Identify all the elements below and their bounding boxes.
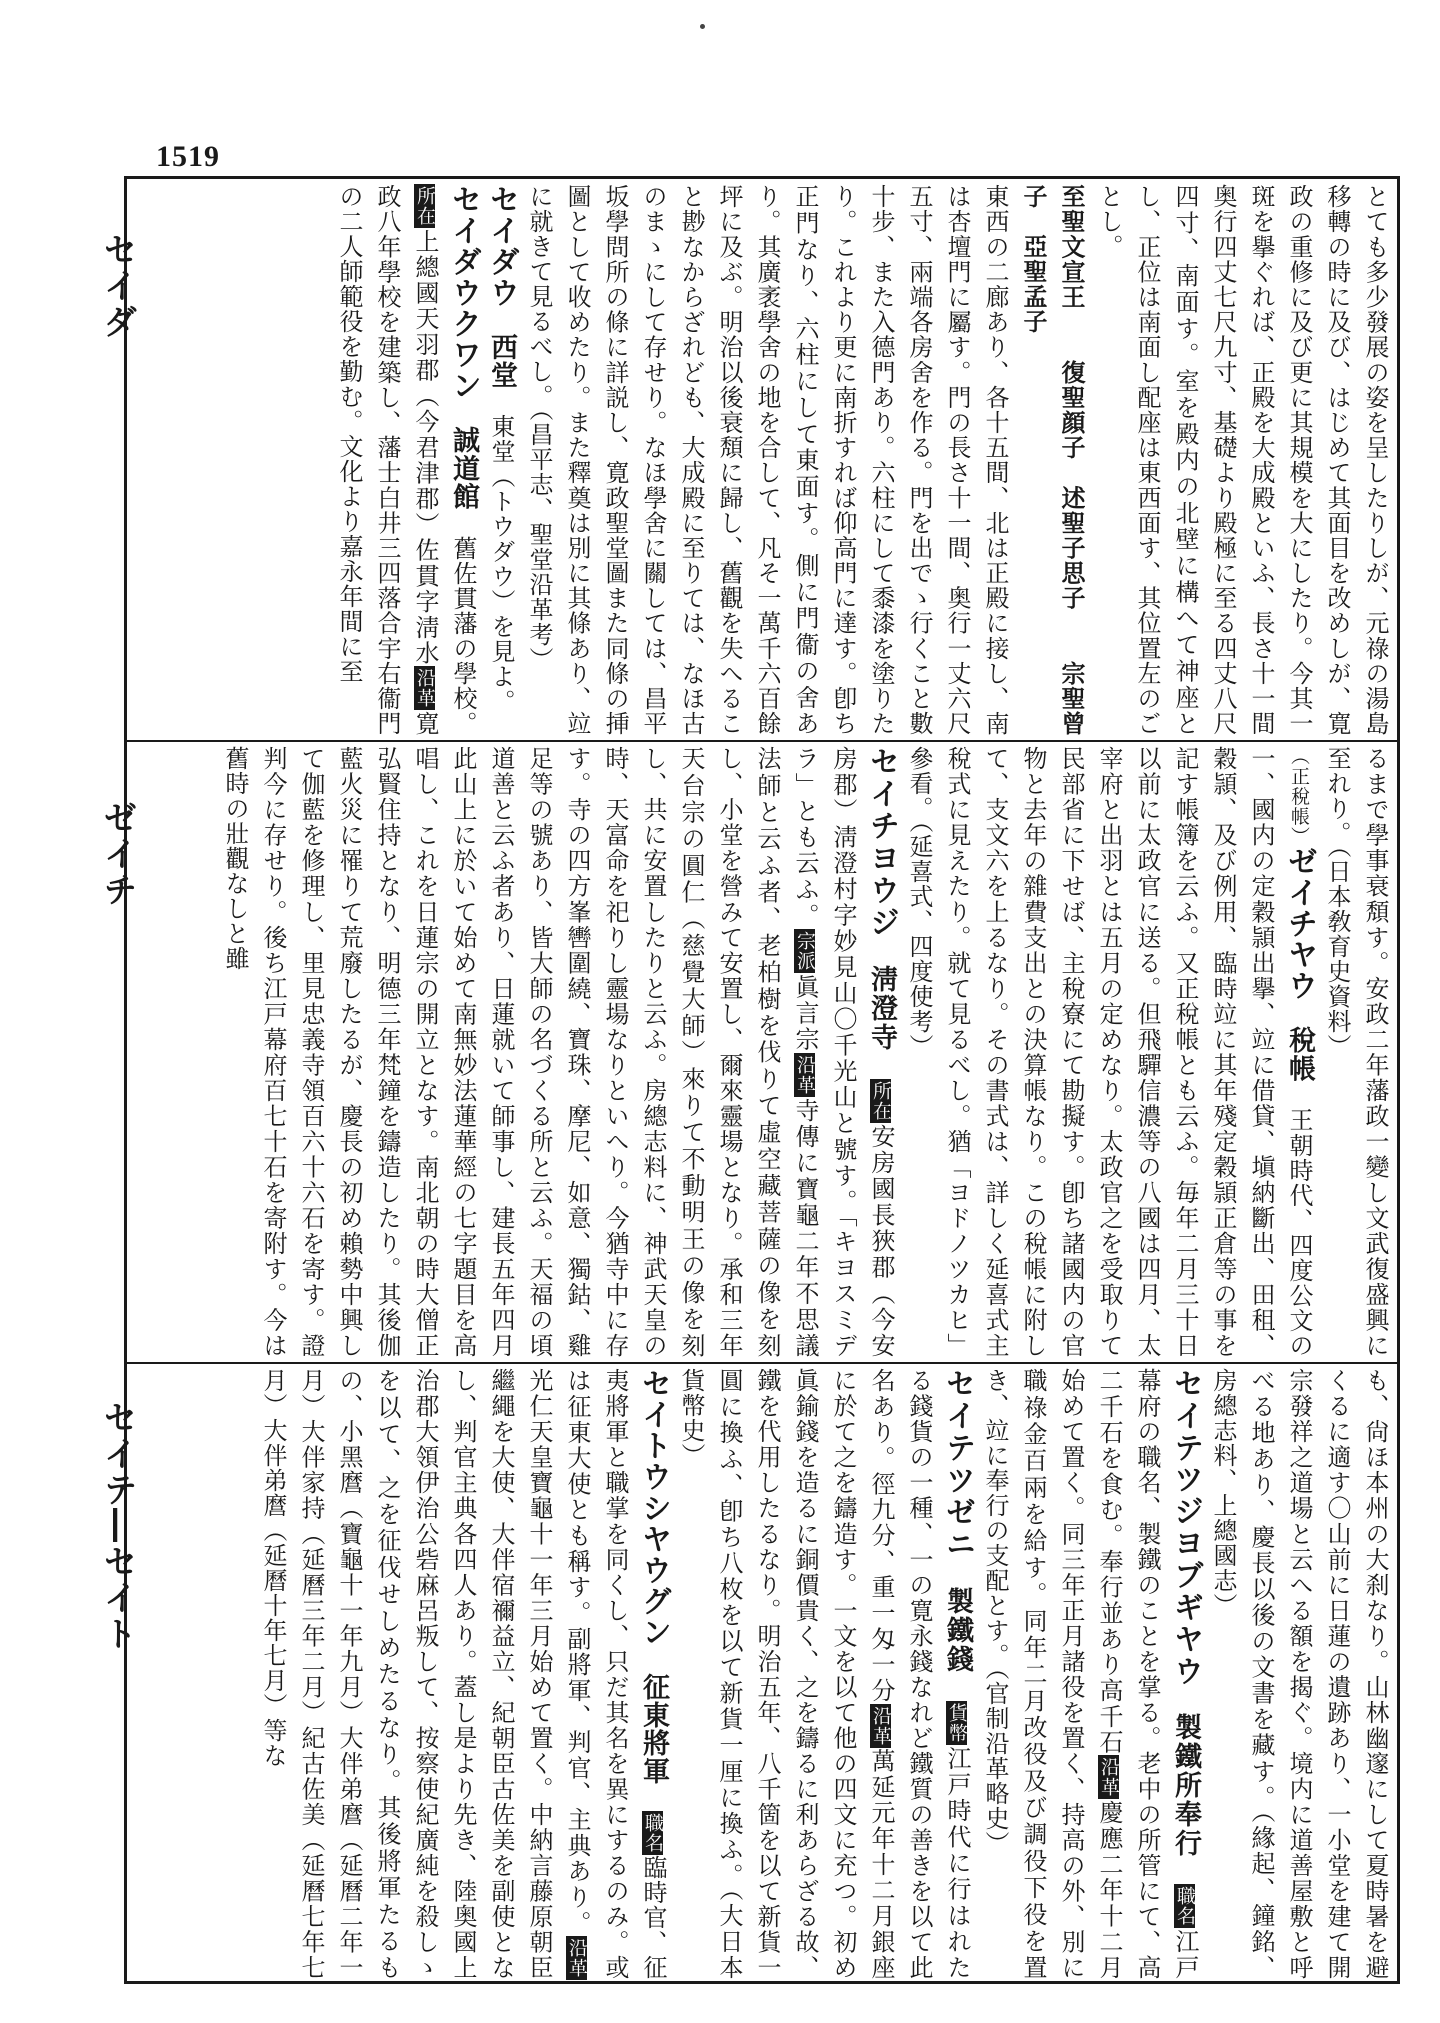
entry-seidou (482, 184, 520, 736)
headword-kanji: 製鐵所奉行 (1170, 1713, 1201, 1859)
label-tag: 沿革 (794, 1054, 816, 1095)
entry-body: 安房國長狹郡（今安房郡）淸澄村字妙見山〇千光山と號す。「キヨスミデラ」とも云ふ。 (791, 746, 895, 1358)
headword-kanji: 征東將軍 (638, 1673, 669, 1786)
seichouji-continuation: も、尙ほ本州の大刹なり。山林幽邃にして夏時暑を避くるに適す〇山前に日蓮の遺跡あり、一小堂を建て開宗發祥之道場と云へる額を揭ぐ。境内に道善屋敷と呼べる地あり、慶長以後の文書を藏す。（緣起、鐘銘、房總志料、上總國志） (1209, 1368, 1389, 1980)
entry-body: 光仁天皇寶龜十一年三月始めて置く。中納言藤原朝臣繼繩を大使、大伴宿禰益立、紀朝臣古佐美を副使となし、判官主典各四人あり。蓋し是より先き、陸奥國上治郡大領伊治公砦麻呂叛して、按察使紀廣純を殺しゝを以て、之を征伐せしめたるなり。其後將軍たるもの、小黑麿（寶龜十一年九月）大伴弟麿（延曆二年一月）大伴家持（延曆三年二月）紀古佐美（延曆七年七月）大伴弟麿（延曆十年七月）等な (259, 1368, 553, 1980)
headword-kanji: 稅帳 (1284, 1026, 1315, 1083)
seido-enshrinement-list: 至聖文宣王 復聖顔子 述聖子思子 宗聖曾子 亞聖孟子 (1019, 184, 1086, 736)
label-tag: 職名 (1174, 1886, 1196, 1927)
band-divider-2 (124, 1362, 1400, 1364)
label-tag: 沿革 (414, 668, 436, 709)
band-top (132, 184, 1394, 736)
seidoukwan-continuation: るまで學事衰頽す。安政二年藩政一變し文武復盛興に至れり。（日本敎育史資料） (1323, 746, 1389, 1358)
headword-kanji: 誠道館 (448, 426, 479, 511)
label-tag: 沿革 (1098, 1757, 1120, 1798)
entry-body: 東堂（トウダウ）を見よ。 (487, 414, 515, 714)
entry-zeichou (900, 746, 1318, 1358)
entry-seitetsusho-bugyou (976, 1368, 1204, 1980)
entry-body: 王朝時代、四度公文の一、國内の定穀頴出擧、竝に借貸、塡納斷出、田租、穀頴、及び例用、臨時竝に其年殘定穀頴正倉等の事を記す帳簿を云ふ。又正稅帳とも云ふ。毎年二月三十日以前に太政官に送る。但飛驒信濃等の八國は四月、太宰府と出羽とは五月の定めなり。太政官之を受取りて民部省に下せば、主稅寮にて勘擬す。卽ち諸國内の官物と去年の雜費支出との決算帳なり。この稅帳に附して、支文六を上るなり。その書式は、詳しく延喜式主稅式に見えたり。就て見るべし。猶「ヨドノツカヒ」參看。（延喜式、四度使考） (905, 746, 1313, 1358)
entry-seitou-shougun (254, 1368, 672, 1980)
entry-body: 上總國天羽郡（今君津郡）佐貫字淸水 (411, 228, 439, 667)
headword-kana: セイテツジヨブギヤウ (1168, 1368, 1203, 1688)
headword-kana: ゼイチヤウ (1282, 846, 1317, 1002)
headword-kanji: 西堂 (486, 333, 517, 389)
band-bottom (132, 1368, 1394, 1980)
entry-body: 眞言宗 (791, 973, 819, 1053)
label-tag: 貨幣 (946, 1702, 968, 1743)
headword-kana: セイチヨウジ (864, 746, 899, 939)
headword-kana: セイダウクワン (446, 184, 481, 402)
entry-body: 舊佐貫藩の學校。 (449, 535, 477, 736)
headword-kanji: 淸澄寺 (866, 965, 897, 1053)
entry-body: 臨時官、征夷將軍と職掌を同くし、只だ其名を異にするのみ。或は征東大使とも稱す。副將軍、判官、主典あり。 (563, 1368, 667, 1980)
margin-head-seida: セイダ (97, 232, 137, 340)
entry-body: 慶應二年十二月始めて置く。同三年正月諸役を置く、持高の外、別に職祿金百兩を給す。同年二月改役及び調役下役を置き、竝に奉行の支配とす。（官制沿革略史） (981, 1368, 1123, 1980)
label-tag: 所在 (414, 186, 436, 226)
headword-kana: セイテツゼニ (940, 1368, 975, 1561)
label-tag: 職名 (642, 1812, 664, 1853)
seido-buildings: 東西の二廊あり、各十五間、北は正殿に接し、南は杏壇門に屬す。門の長さ十一間、奥行一丈六尺五寸、兩端各房舍を作る。門を出でゝ行くこと數十步、また入德門あり。六柱にして黍漆を塗りたり。これより更に南折すれば仰高門に達す。卽ち正門なり、六柱にして東面す。側に門衞の舍あり。其廣袤學舍の地を合して、凡そ一萬千六百餘坪に及ぶ。明治以後衰頽に歸し、舊觀を失へること尠なからざれども、大成殿に至りては、なほ古のまゝにして存せり。なほ學舍に關しては、昌平坂學問所の條に詳説し、寛政聖堂圖また同條の挿圖として收めたり。また釋奠は別に其條あり、竝に就きて見るべし。（昌平志、聖堂沿革考） (525, 184, 1009, 736)
headword-kanji: 製鐵錢 (942, 1587, 973, 1675)
headword-kana: セイダウ (484, 184, 519, 308)
label-tag: 宗派 (794, 931, 816, 971)
label-tag: 所在 (870, 1080, 892, 1121)
seido-continuation: とても多少發展の姿を呈したりしが、元祿の湯島移轉の時に及び、はじめて其面目を改めしが、寛政の重修に及び更に其規模を大にしたり。今其一斑を擧ぐれば、正殿を大成殿といふ、長さ十一間奥行四丈七尺九寸、基礎より殿極に至る四丈八尺四寸、南面す。室を殿内の北壁に構へて神座とし、正位は南面し配座は東西面す、其位置左のごとし。 (1095, 184, 1389, 736)
entry-body: 江戸幕府の職名、製鐵のことを掌る。老中の所管にて、高二千石を食む。奉行並あり高千石 (1095, 1368, 1199, 1980)
band-middle (132, 746, 1394, 1358)
entry-body: 寛政八年學校を建築し、藩士白井三四落合宇右衞門の二人師範役を勤む。文化より嘉永年間に至 (335, 184, 439, 736)
margin-head-zeichi: ゼイチ (97, 800, 137, 908)
alt-name-note: （正稅帳） (1288, 746, 1310, 847)
entry-seichouji (216, 746, 900, 1358)
entry-body: 江戸時代に行はれたる錢貨の一種、一の寛永錢なれど鐵質の善きを以て此名あり。徑九分、重一匁一分 (867, 1368, 971, 1980)
margin-head-seite-seito: セイテ―セイト (97, 1400, 137, 1652)
entry-body: 萬延元年十二月銀座に於て之を鑄造す。一文を以て他の四文に充つ。初め眞鍮錢を造るに銅價貴く、之を鑄るに利あらざる故、鐵を代用したるなり。明治五年、八千箇を以て新貨一圓に換ふ、卽ち八枚を以て新貨一厘に換ふ。（大日本貨幣史） (677, 1368, 895, 1980)
entry-seitetsuzeni (672, 1368, 976, 1980)
label-tag: 沿革 (870, 1705, 892, 1746)
entry-body: 寺傳に寶龜二年不思議法師と云ふ者、老柏樹を伐りて虛空藏菩薩の像を刻し、小堂を營みて安置し、爾來靈場となり。承和三年天台宗の圓仁（慈覺大師）來りて不動明王の像を刻し、共に安置したりと云ふ。房總志料に、神武天皇の時、天富命を祀りし靈場なりといへり。今猶寺中に存す。寺の四方峯轡圍繞、寶珠、摩尼、如意、獨鈷、雞足等の號あり、皆大師の名づくる所と云ふ。天福の頃道善と云ふ者あり、日蓮就いて師事し、建長五年四月此山上に於いて始めて南無妙法蓮華經の七字題目を高唱し、これを日蓮宗の開立となす。南北朝の時大僧正弘賢住持となり、明德三年梵鐘を鑄造したり。其後伽藍火災に罹りて荒廢したるが、慶長の初め賴勢中興して伽藍を修理し、里見忠義寺領百六十六石を寄す。證判今に存せり。後ち江戸幕府百七十石を寄附す。今は舊時の壯觀なしと雖 (221, 746, 819, 1358)
page-number: 1519 (156, 140, 220, 173)
scan-speck (700, 24, 705, 29)
headword-kana: セイトウシヤウグン (636, 1368, 671, 1648)
label-tag: 沿革 (566, 1938, 588, 1978)
entry-seidoukwan (330, 184, 482, 736)
band-divider-1 (124, 740, 1400, 742)
